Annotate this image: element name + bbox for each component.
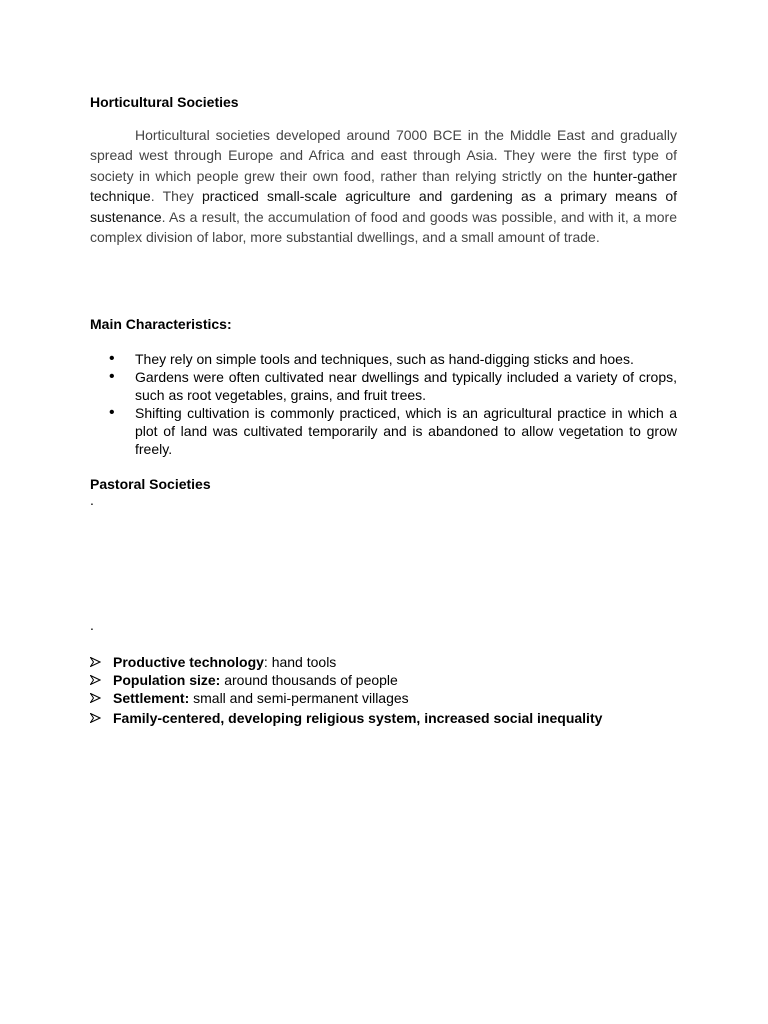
- pastoral-attributes-list: [90, 653, 690, 727]
- section-heading-main-characteristics: Main Characteristics:: [90, 316, 232, 332]
- stray-period-mark: .: [90, 492, 94, 508]
- attribute-value: : hand tools: [263, 654, 337, 670]
- arrow-bullet-icon: [90, 713, 101, 723]
- list-item: [90, 653, 690, 671]
- list-item: [90, 709, 690, 727]
- list-item: [90, 368, 677, 404]
- attribute-value: around thousands of people: [220, 672, 398, 688]
- horticultural-paragraph: [90, 125, 677, 247]
- attribute-label: Settlement:: [113, 690, 190, 706]
- list-item: [90, 671, 690, 689]
- list-item: [90, 404, 677, 458]
- characteristics-list: [90, 350, 677, 458]
- bullet-icon: •: [109, 368, 115, 385]
- attribute-label: Productive technology: [113, 654, 264, 670]
- list-item: [90, 689, 690, 707]
- paragraph-term-small-scale-agriculture: practiced small-scale agriculture and gardening as a primary means of sustenance: [90, 188, 677, 225]
- paragraph-text: Horticultural societies developed around 7000 BCE in the Middle East and gradually spread west through Europe and Africa and east through Asia. They were the first type of society in which people grew their own food, rather than relying strictly on the: [90, 127, 677, 184]
- arrow-bullet-icon: [90, 693, 101, 703]
- list-item-text: Gardens were often cultivated near dwellings and typically included a variety of crops, such as root vegetables, grains, and fruit trees.: [135, 369, 677, 403]
- attribute-label: Family-centered, developing religious system, increased social inequality: [113, 710, 603, 726]
- attribute-value: small and semi-permanent villages: [189, 690, 409, 706]
- bullet-icon: •: [109, 404, 115, 421]
- list-item: [90, 350, 677, 368]
- attribute-label: Population size:: [113, 672, 221, 688]
- paragraph-text: . They: [150, 188, 202, 205]
- arrow-bullet-icon: [90, 675, 101, 685]
- paragraph-text: . As a result, the accumulation of food and goods was possible, and with it, a more complex division of labor, more substantial dwellings, and a small amount of trade.: [90, 208, 677, 246]
- paragraph-term-hunter-gather: hunter-gather technique: [90, 167, 677, 205]
- arrow-bullet-icon: [90, 657, 101, 667]
- stray-period-mark: .: [90, 617, 94, 633]
- list-item-text: Shifting cultivation is commonly practiced, which is an agricultural practice in which a plot of land was cultivated temporarily and is abandoned to allow vegetation to grow freely.: [135, 405, 677, 457]
- section-heading-horticultural: Horticultural Societies: [90, 94, 239, 110]
- list-item-text: They rely on simple tools and techniques, such as hand-digging sticks and hoes.: [135, 351, 634, 367]
- bullet-icon: •: [109, 350, 115, 367]
- section-heading-pastoral: Pastoral Societies: [90, 476, 211, 492]
